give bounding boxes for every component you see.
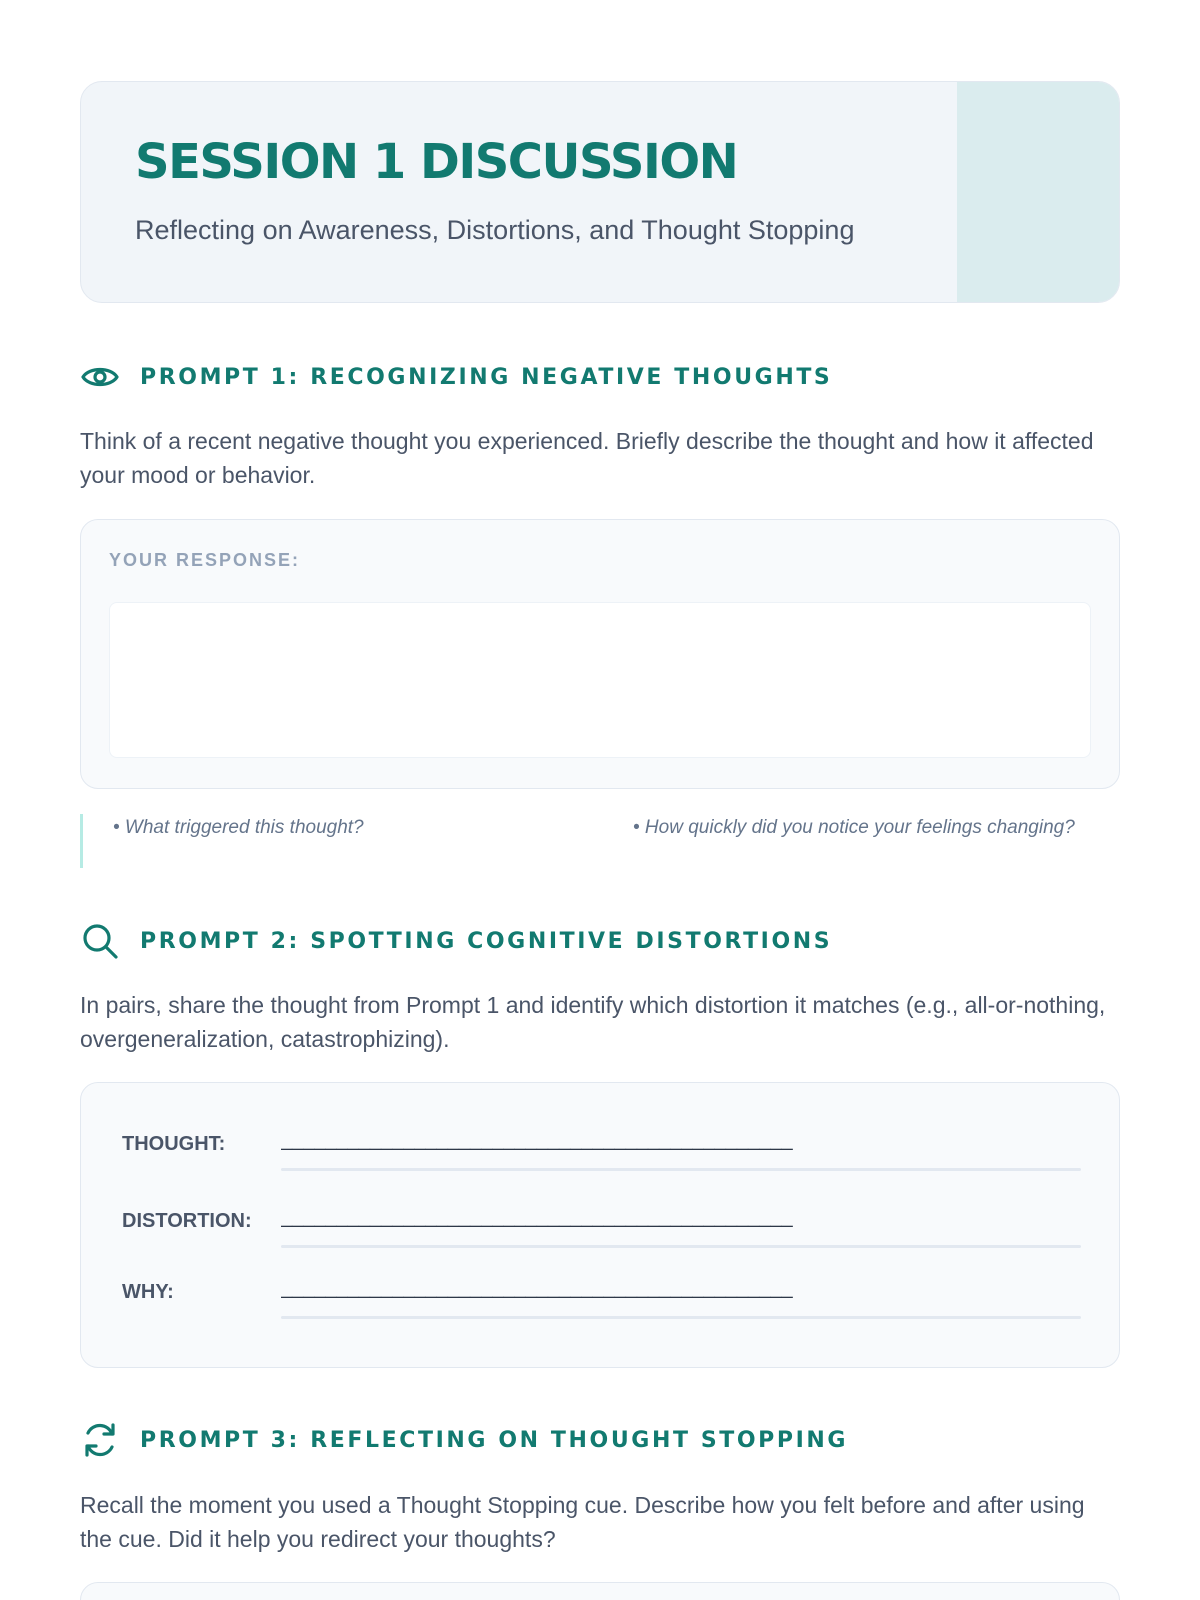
field-underline [281,1316,1081,1319]
form-row-why [122,1271,1082,1321]
header-card [80,81,1120,303]
distortion-field[interactable]: ______________________________________________ [281,1206,793,1228]
prompt-2-heading [80,921,832,961]
prompt-1-heading [80,357,832,397]
why-label: WHY: [122,1281,174,1303]
prompt-2-text: In pairs, share the thought from Prompt 1 and identify which distortion it matches (e.g., all-or-nothing, overgeneralization, catastrophizing). [80,992,1106,1052]
prompt-1-title: PROMPT 1: RECOGNIZING NEGATIVE THOUGHTS [140,364,833,390]
form-row-thought [122,1123,1082,1173]
prompt-2-title: PROMPT 2: SPOTTING COGNITIVE DISTORTIONS [140,928,833,954]
hint-item: • How quickly did you notice your feelings changing? [633,817,1075,838]
eye-icon [80,357,120,397]
distortion-label: DISTORTION: [122,1210,252,1232]
hint-item: • What triggered this thought? [113,817,364,838]
thought-label: THOUGHT: [122,1133,226,1155]
form-row-distortion [122,1200,1082,1250]
search-icon [80,921,120,961]
prompt-1-text: Think of a recent negative thought you experienced. Briefly describe the thought and how it affected your mood or behavior. [80,428,1094,488]
prompt-3-heading [80,1420,848,1460]
prompt-1-hints [80,814,1120,868]
page-title: SESSION 1 DISCUSSION [135,134,738,190]
refresh-icon [80,1420,120,1460]
why-field[interactable]: ______________________________________________ [281,1277,793,1299]
prompt-3-text: Recall the moment you used a Thought Stopping cue. Describe how you felt before and after using the cue. Did it help you redirect your thoughts? [80,1492,1085,1552]
prompt-1-response-box [80,519,1120,789]
prompt-3-response-box [80,1582,1120,1600]
response-input[interactable] [109,602,1091,758]
thought-field[interactable]: ______________________________________________ [281,1129,793,1151]
page-subtitle: Reflecting on Awareness, Distortions, and Thought Stopping [135,215,855,245]
response-label: YOUR RESPONSE: [109,550,301,570]
field-underline [281,1168,1081,1171]
distortion-form [80,1082,1120,1368]
header-accent-panel [957,82,1119,302]
prompt-3-title: PROMPT 3: REFLECTING ON THOUGHT STOPPING [140,1427,849,1453]
field-underline [281,1245,1081,1248]
